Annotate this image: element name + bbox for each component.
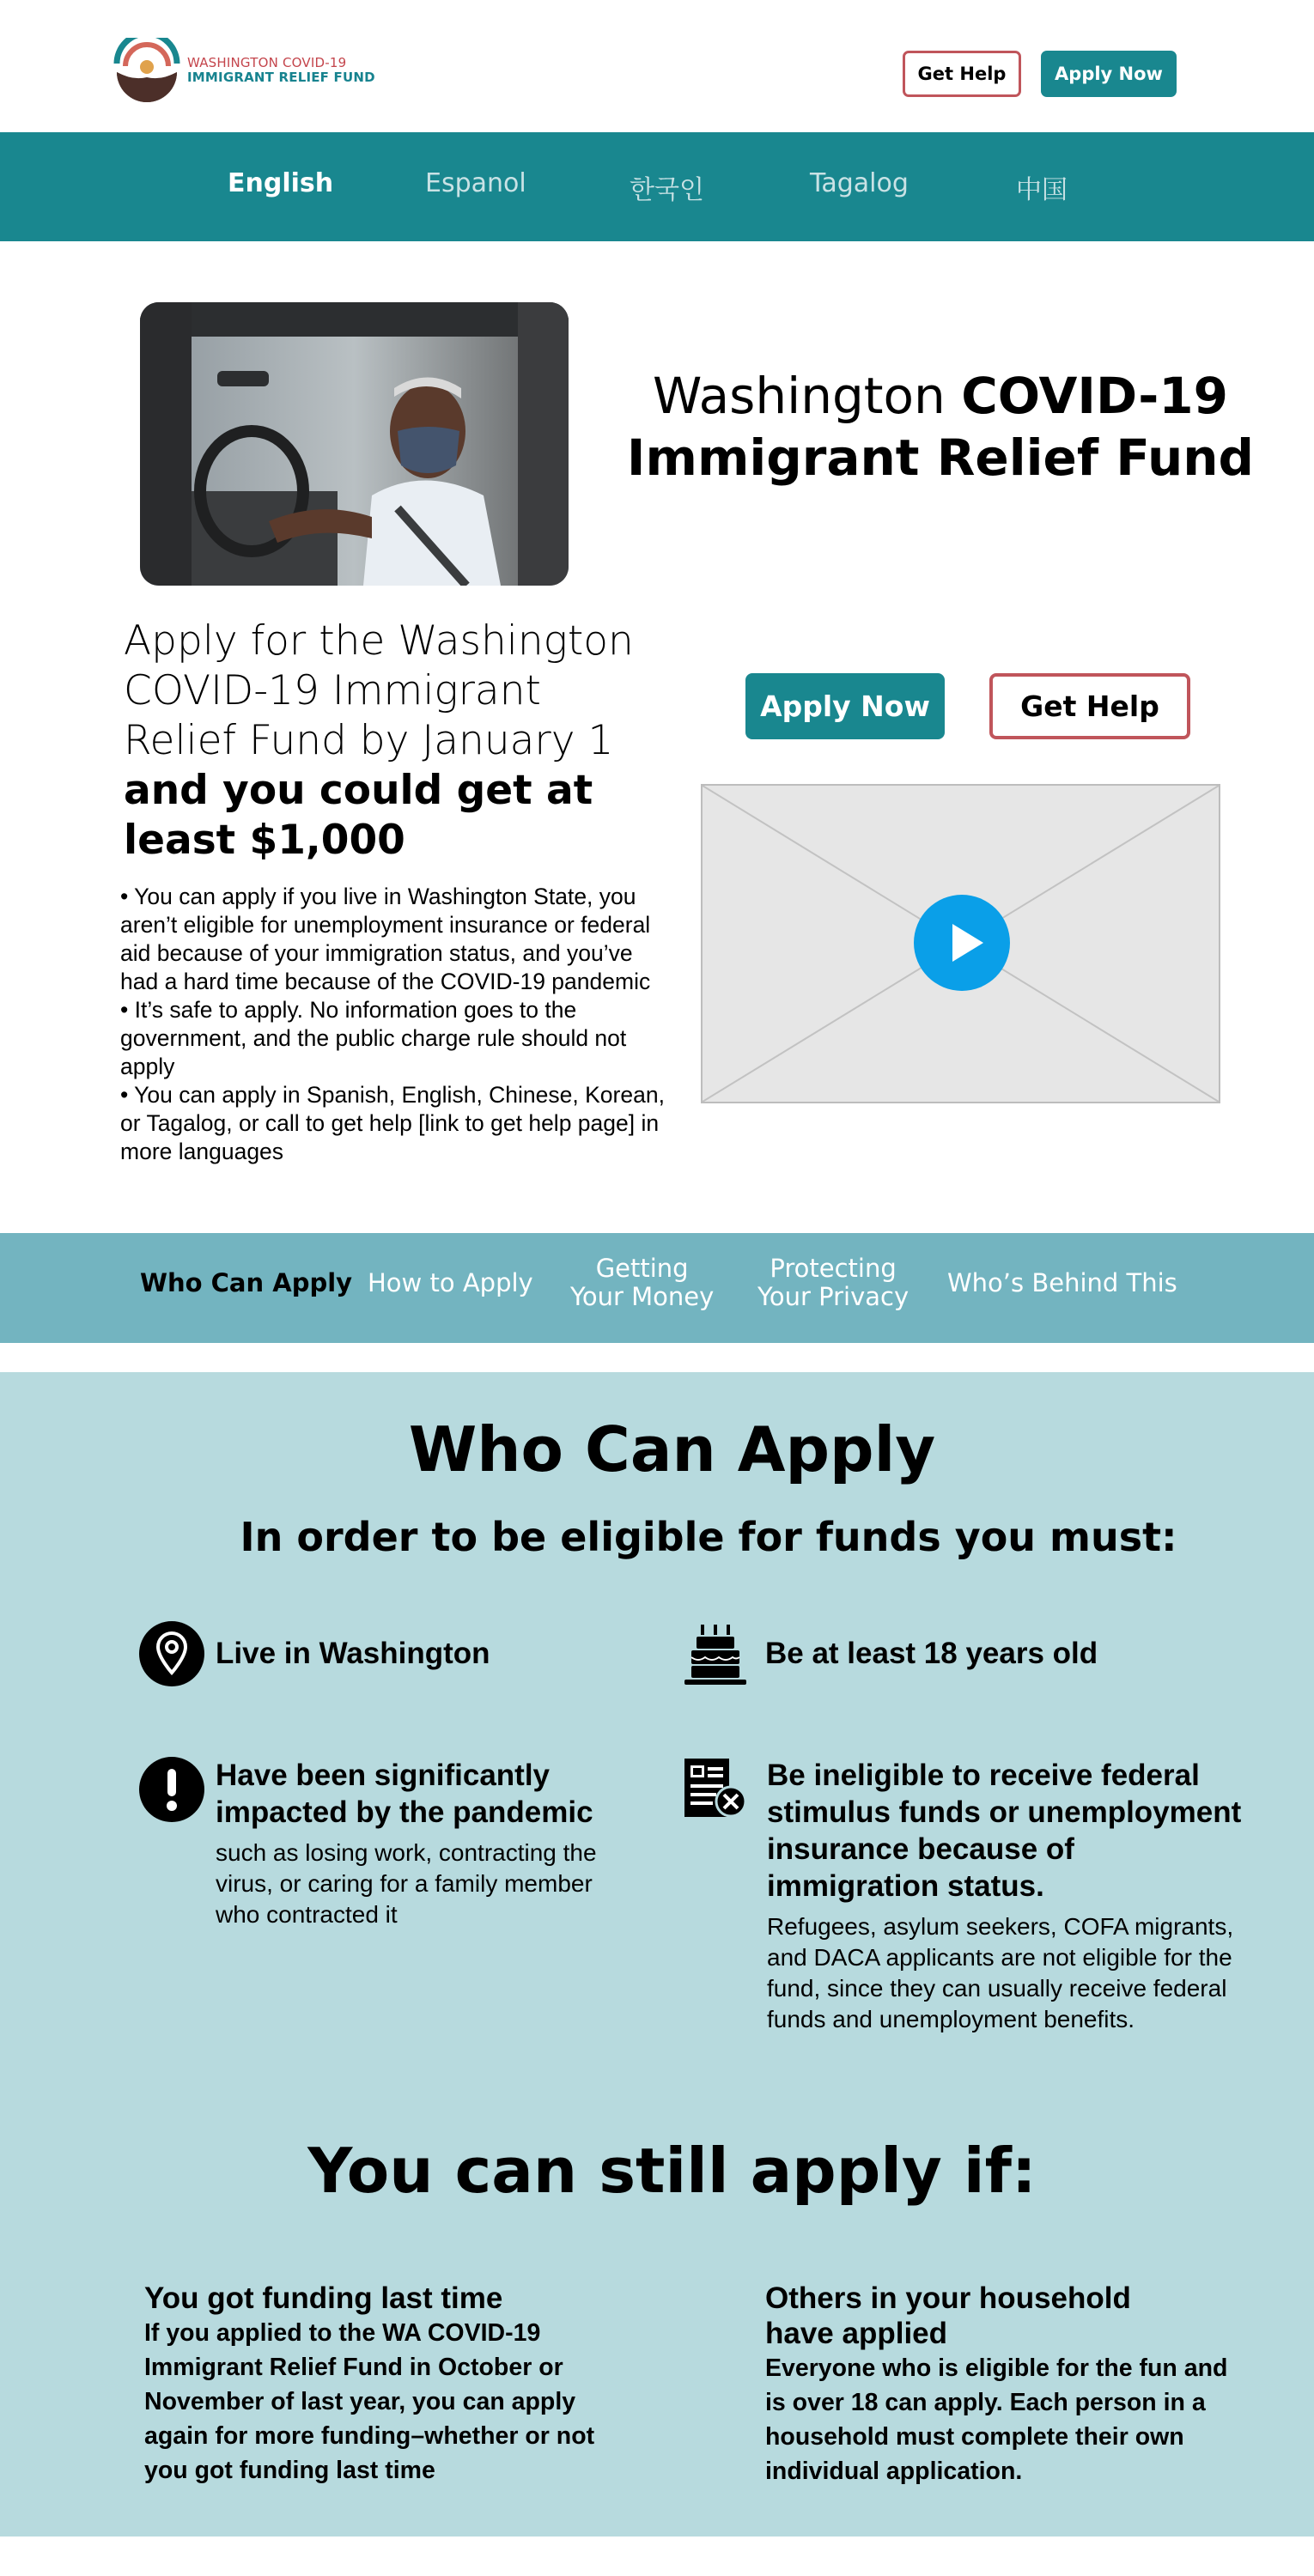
fund-logo[interactable] (113, 38, 375, 103)
still-apply-body: Everyone who is eligible for the fun and is over 18 can apply. Each person in a household must complete their own individual application. (765, 2354, 1228, 2485)
birthday-cake-icon (683, 1621, 748, 1686)
document-denied-icon (683, 1757, 748, 1822)
bullet-item: • You can apply in Spanish, English, Chinese, Korean, or Tagalog, or call to get help [link to get help page] in more languages (120, 1082, 665, 1164)
bullet-item: • You can apply if you live in Washington State, you aren’t eligible for unemployment insurance or federal aid because of your immigration status, and you’ve had a hard time because of the COVID-19 pandemic (120, 884, 651, 994)
criterion-title: Be ineligible to receive federal stimulus funds or unemployment insurance because of immigration status. (767, 1759, 1242, 1903)
nav-getting-your-money-line-1: Getting (595, 1254, 689, 1283)
location-pin-icon (139, 1621, 204, 1686)
apply-heading-line-1: Apply for the Washington (124, 617, 634, 665)
bullet-item: • It’s safe to apply. No information goes to the government, and the public charge rule should not apply (120, 997, 627, 1079)
nav-protecting-your-privacy-line-2: Your Privacy (757, 1282, 909, 1311)
language-espanol[interactable]: Espanol (425, 168, 526, 198)
hero-title-fund: Immigrant Relief Fund (626, 428, 1255, 487)
apply-heading-line-5: least $1,000 (124, 817, 405, 864)
hero-title-light: Washington (652, 367, 962, 425)
eligibility-bullets (120, 883, 670, 1166)
language-korean[interactable]: 한국인 (630, 175, 704, 205)
nav-protecting-your-privacy[interactable] (757, 1255, 909, 1311)
nav-whos-behind-this[interactable]: Who’s Behind This (947, 1268, 1177, 1297)
language-chinese[interactable]: 中国 (1016, 175, 1068, 205)
apply-heading-line-2: COVID-19 Immigrant (124, 667, 541, 714)
criterion-title: Be at least 18 years old (765, 1637, 1098, 1670)
header-apply-now-button[interactable]: Apply Now (1041, 51, 1177, 97)
still-apply-household-applied (765, 2281, 1246, 2488)
criterion-title: Have been significantly impacted by the pandemic (216, 1759, 593, 1829)
language-english[interactable]: English (228, 168, 334, 198)
hero-title-covid: COVID-19 (961, 367, 1229, 425)
logo-line-2: IMMIGRANT RELIEF FUND (187, 70, 375, 85)
exclamation-icon (139, 1757, 204, 1822)
still-apply-heading: Others in your household have applied (765, 2281, 1131, 2350)
language-bar (0, 132, 1314, 241)
still-apply-heading: You got funding last time (144, 2281, 503, 2315)
fund-logo-icon (113, 38, 180, 103)
criterion-description: such as losing work, contracting the virus, or caring for a family member who contracted it (216, 1839, 597, 1928)
hero-title (610, 365, 1271, 489)
header-get-help-button[interactable]: Get Help (903, 51, 1021, 97)
language-tagalog[interactable]: Tagalog (810, 168, 909, 198)
nav-getting-your-money-line-2: Your Money (570, 1282, 715, 1311)
criterion-title: Live in Washington (216, 1637, 490, 1670)
section-nav (0, 1233, 1314, 1343)
still-apply-body: If you applied to the WA COVID-19 Immigrant Relief Fund in October or November of last year, you can apply again for more funding–whether or not you got funding last time (144, 2319, 595, 2484)
still-apply-funded-last-time (144, 2281, 634, 2488)
nav-getting-your-money[interactable] (570, 1255, 714, 1311)
criterion-description: Refugees, asylum seekers, COFA migrants, and DACA applicants are not eligible for the fund, since they can usually receive federal funds and unemployment benefits. (767, 1913, 1234, 2032)
apply-heading-line-3: Relief Fund by January 1 (124, 717, 614, 764)
hero-photo (140, 302, 569, 586)
video-placeholder[interactable] (701, 784, 1220, 1103)
who-can-apply-section (0, 1372, 1314, 2537)
apply-heading-line-4: and you could get at (124, 767, 593, 814)
site-header (0, 0, 1314, 132)
hero-get-help-button[interactable]: Get Help (989, 673, 1190, 739)
nav-who-can-apply[interactable]: Who Can Apply (140, 1268, 353, 1297)
logo-line-1: WASHINGTON COVID-19 (187, 55, 347, 70)
still-apply-title: You can still apply if: (307, 2135, 1037, 2207)
nav-how-to-apply[interactable]: How to Apply (368, 1268, 533, 1297)
hero-apply-now-button[interactable]: Apply Now (745, 673, 945, 739)
nav-protecting-your-privacy-line-1: Protecting (770, 1254, 897, 1283)
apply-heading (124, 617, 673, 866)
play-icon[interactable] (914, 895, 1010, 991)
eligibility-subtitle: In order to be eligible for funds you must: (240, 1514, 1177, 1560)
who-can-apply-title: Who Can Apply (408, 1413, 936, 1485)
